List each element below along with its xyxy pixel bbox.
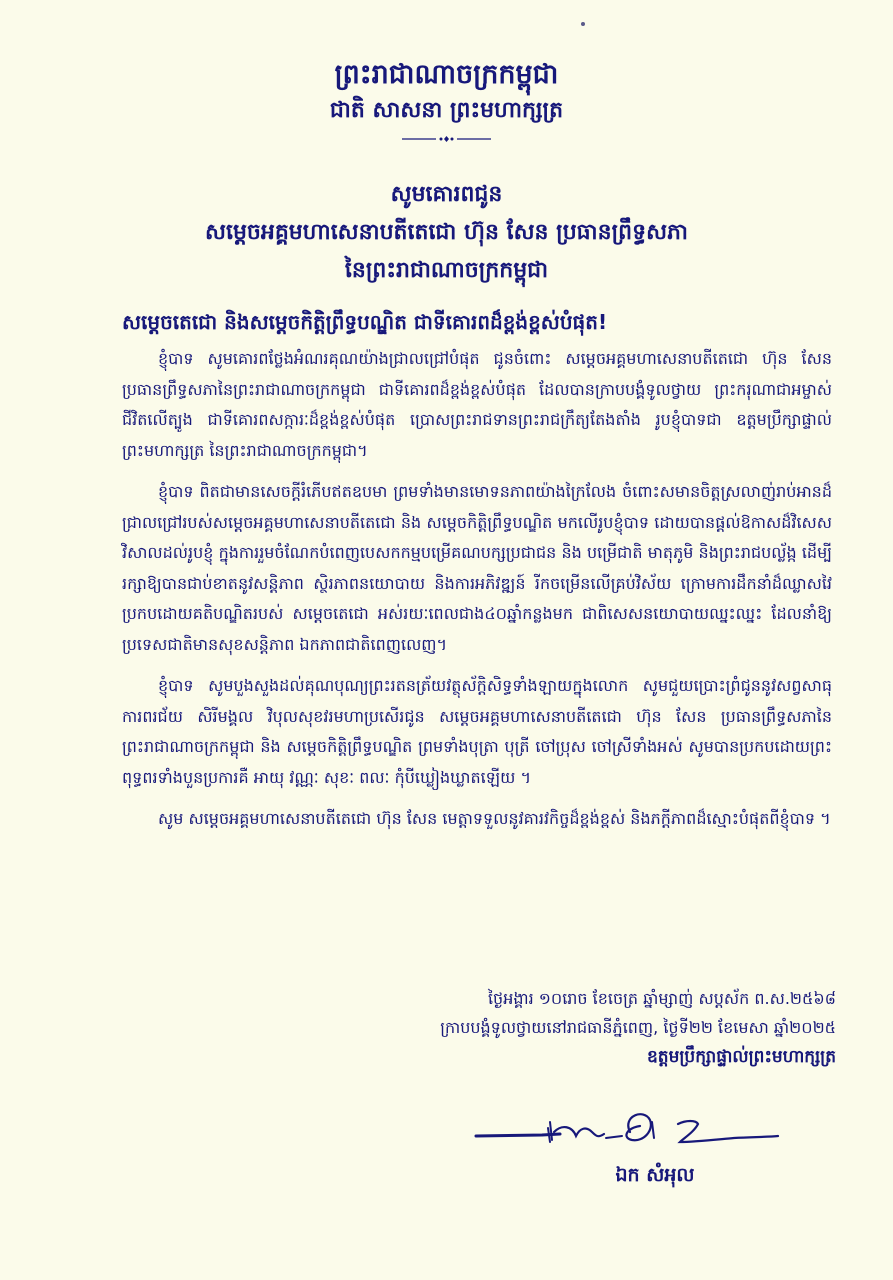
recipient-greeting: សូមគោរពជូន — [390, 182, 503, 207]
body-paragraph: ខ្ញុំបាទ ពិតជាមានសេចក្តីរំភើបឥតឧបមា ព្រមទាំងមានមោទនភាពយ៉ាងក្រៃលែង ចំពោះសមានចិត្តស្រលាញ់រាប់អានដ៏ជ្រាលជ្រៅរបស់សម្តេចអគ្គមហាសេនាបតីតេជោ និង សម្តេចកិត្តិព្រឹទ្ធបណ្ឌិត មកលើរូបខ្ញុំបាទ ដោយបានផ្តល់ឱកាសដ៏វិសេសវិសាលដល់រូបខ្ញុំ ក្នុងការរួមចំណែកបំពេញបេសកកម្មបម្រើគណបក្សប្រជាជន និង បម្រើជាតិ មាតុភូមិ និងព្រះរាជបល្ល័ង្ក ដើម្បីរក្សាឱ្យបានជាប់ខាតនូវសន្តិភាព ស្ថិរភាពនយោបាយ និងការអភិវឌ្ឍន៍ រីកចម្រើនលើគ្រប់វិស័យ ក្រោមការដឹកនាំដ៏ឈ្លាសវៃប្រកបដោយគតិបណ្ឌិតរបស់ សម្តេចតេជោ អស់រយៈពេលជាង៤០ឆ្នាំកន្លងមក ជាពិសេសនយោបាយឈ្នះឈ្នះ ដែលនាំឱ្យប្រទេសជាតិមានសុខសន្តិភាព ឯកភាពជាតិពេញលេញ។ — [122, 482, 832, 654]
signer-name: ឯក សំអុល — [615, 1164, 695, 1186]
body-paragraph: ខ្ញុំបាទ សូមគោរពថ្លែងអំណរគុណយ៉ាងជ្រាលជ្រៅបំផុត ជូនចំពោះ សម្តេចអគ្គមហាសេនាបតីតេជោ ហ៊ុន សែន ប្រធានព្រឹទ្ធសភានៃព្រះរាជាណាចក្រកម្ពុជា ជាទីគោរពដ៏ខ្ពង់ខ្ពស់បំផុត ដែលបានក្រាបបង្គំទូលថ្វាយ ព្រះករុណាជាអម្ចាស់ជីវិតលើត្បូង ជាទីគោរពសក្ការៈដ៏ខ្ពង់ខ្ពស់បំផុត ប្រោសព្រះរាជទានព្រះរាជក្រឹត្យតែងតាំង រូបខ្ញុំបាទជា ឧត្តមប្រឹក្សាផ្ទាល់ព្រះមហាក្សត្រ នៃព្រះរាជាណាចក្រកម្ពុជា។ — [122, 349, 832, 460]
recipient-name: សម្តេចអគ្គមហាសេនាបតីតេជោ ហ៊ុន សែន ប្រធានព្រឹទ្ធសភា — [205, 220, 688, 245]
kingdom-name: ព្រះរាជាណាចក្រកម្ពុជា — [334, 59, 559, 90]
recipient-institution: នៃព្រះរាជាណាចក្រកម្ពុជា — [344, 258, 549, 283]
national-motto: ជាតិ សាសនា ព្រះមហាក្សត្រ — [329, 98, 564, 123]
body-paragraph: ខ្ញុំបាទ សូមបួងសួងដល់គុណបុណ្យព្រះរតនត្រ័យវត្ថុស័ក្តិសិទ្ធទាំងឡាយក្នុងលោក សូមជួយប្រោះព្រំជូននូវសព្វសាធុការពរជ័យ សិរីមង្គល វិបុលសុខវរមហាប្រសើរជូន សម្តេចអគ្គមហាសេនាបតីតេជោ ហ៊ុន សែន ប្រធានព្រឹទ្ធសភានៃព្រះរាជាណាចក្រកម្ពុជា និង សម្តេចកិត្តិព្រឹទ្ធបណ្ឌិត ព្រមទាំងបុត្រា បុត្រី ចៅប្រុស ចៅស្រីទាំងអស់ សូមបានប្រកបដោយព្រះពុទ្ធពរទាំងបួនប្រការគឺ អាយុ វណ្ណៈ សុខៈ ពលៈ កុំបីឃ្លៀងឃ្លាតឡើយ ។ — [122, 676, 832, 787]
signer-title: ឧត្តមប្រឹក្សាផ្ទាល់ព្រះមហាក្សត្រ — [646, 1047, 836, 1067]
body-paragraph: សូម សម្តេចអគ្គមហាសេនាបតីតេជោ ហ៊ុន សែន មេត្តាទទួលនូវគារវកិច្ចដ៏ខ្ពង់ខ្ពស់ និងភក្តីភាពដ៏ស្មោះបំផុតពីខ្ញុំបាទ ។ — [158, 809, 831, 828]
recipient-block — [0, 176, 893, 290]
place-and-date: ក្រាបបង្គំទូលថ្វាយនៅរាជធានីភ្នំពេញ, ថ្ងៃទី២២ ខែមេសា ឆ្នាំ២០២៥ — [440, 1018, 836, 1037]
letter-header — [0, 56, 893, 128]
scan-dot-mark — [581, 22, 585, 26]
lunar-date: ថ្ងៃអង្គារ ១០រោច ខែចេត្រ ឆ្នាំម្សាញ់ សប្តស័ក ព.ស.២៥៦៨ — [487, 989, 836, 1008]
salutation: សម្តេចតេជោ និងសម្តេចកិត្តិព្រឹទ្ធបណ្ឌិត ជាទីគោរពដ៏ខ្ពង់ខ្ពស់បំផុត! — [122, 310, 608, 334]
handwritten-signature-icon — [472, 1102, 782, 1154]
closing-block — [356, 984, 836, 1072]
ornament-divider-icon — [400, 134, 493, 144]
letter-body — [122, 344, 832, 846]
